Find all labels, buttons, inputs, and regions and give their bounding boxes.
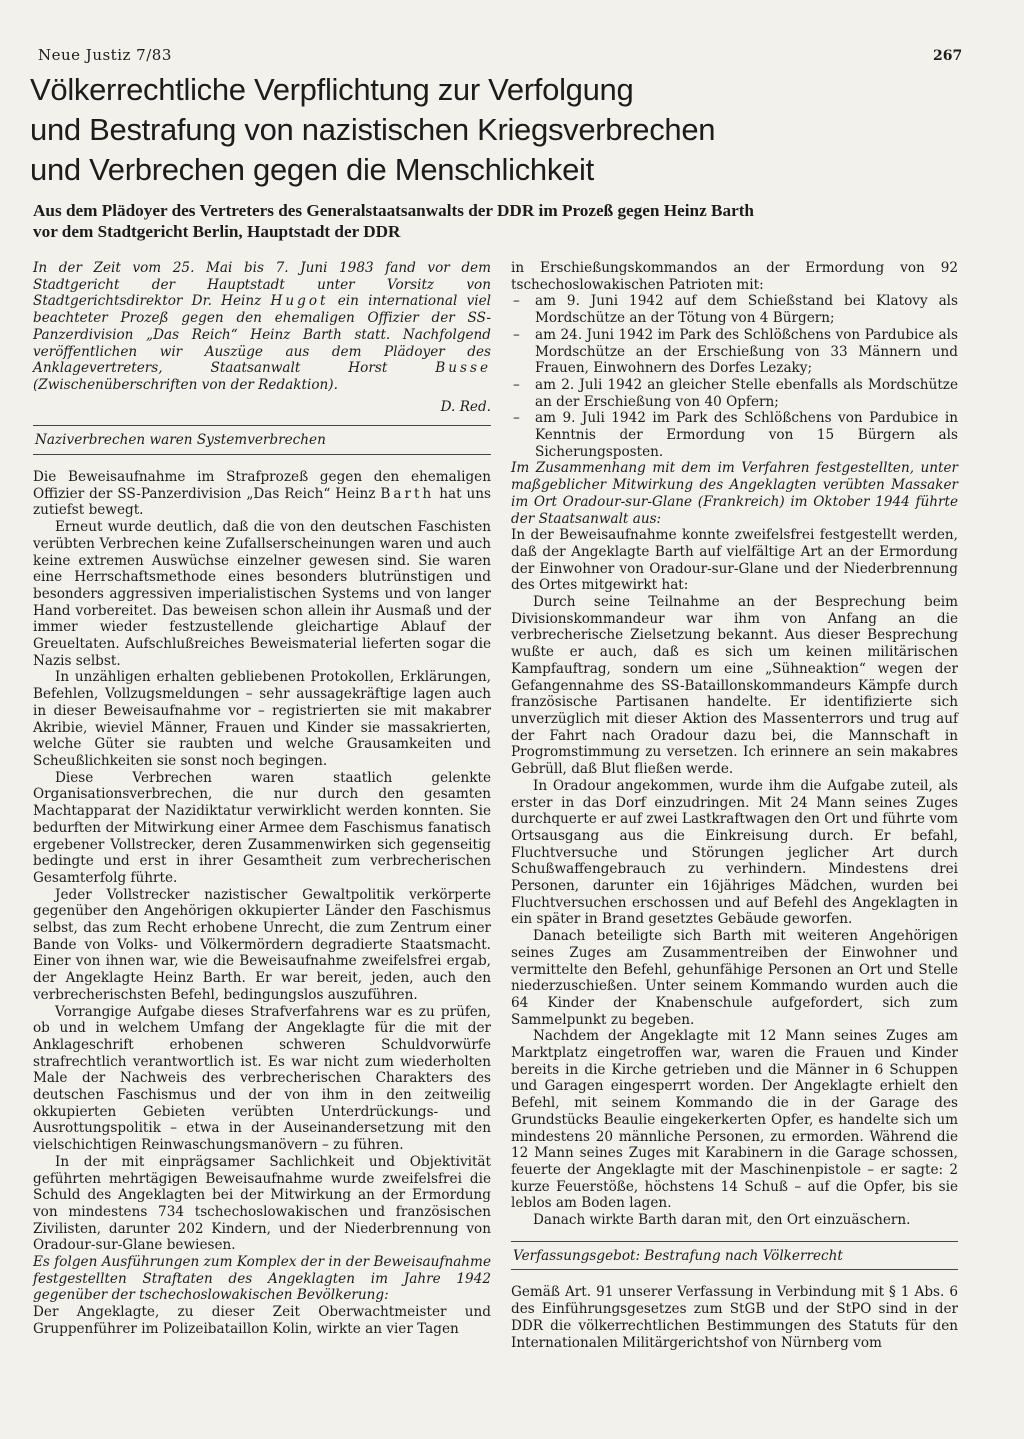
paragraph: Jeder Vollstrecker nazistischer Gewaltpolitik verkörperte gegenüber den Angehörigen okkupierter Länder den Faschismus selbst, das zum Recht erhobene Unrecht, die zum Zentrum einer Bande von Volks- und Völkermördern degradierte Staatsmacht. Einer von ihnen war, wie die Beweisaufnahme zweifelsfrei ergab, der Angeklagte Heinz Barth. Er war bereit, jeden, auch den verbrecherischsten Befehl, bedingungslos auszuführen. xyxy=(33,886,491,1003)
article-subtitle xyxy=(33,200,993,242)
paragraph: Gemäß Art. 91 unserer Verfassung in Verbindung mit § 1 Abs. 6 des Einführungsgesetzes zum StGB und der StPO sind in der DDR die völkerrechtlichen Bestimmungen des Statuts für den Internationalen Militärgerichtshof von Nürnberg vom xyxy=(511,1284,958,1351)
editorial-note: Es folgen Ausführungen zum Komplex der in der Beweisaufnahme festgestellten Straftaten des Angeklagten im Jahre 1942 gegenüber der tschechoslowakischen Bevölkerung: xyxy=(33,1254,491,1304)
defendant-name: Barth xyxy=(380,485,435,502)
intro-text-3: (Zwischenüberschriften von der Redaktion). xyxy=(33,376,338,393)
editorial-note: Im Zusammenhang mit dem im Verfahren festgestellten, unter maßgeblicher Mitwirkung des Angeklagten verübten Massaker im Ort Oradour-sur-Glane (Frankreich) im Oktober 1944 führte der Staatsanwalt aus: xyxy=(511,460,958,527)
paragraph: Diese Verbrechen waren staatlich gelenkte Organisationsverbrechen, die nur durch den gesamten Machtapparat der Nazidiktatur verwirklicht werden konnten. Sie bedurften der Mitwirkung einer Armee dem Faschismus fanatisch ergebener Vollstrecker, deren Zusammenwirken sich gegenseitig bedingte und erst in ihrer Gesamtheit zum verbrecherischen Gesamterfolg führte. xyxy=(33,769,491,886)
paragraph: Danach wirkte Barth daran mit, den Ort einzuäschern. xyxy=(533,1212,911,1229)
paragraph: in Erschießungskommandos an der Ermordung von 92 tschechoslowakischen Patrioten mit: xyxy=(511,260,958,293)
judge-name: Hugot xyxy=(270,293,329,310)
section-heading-systemverbrechen: Naziverbrechen waren Systemverbrechen xyxy=(33,425,491,455)
subtitle-line: Aus dem Plädoyer des Vertreters des Generalstaatsanwalts der DDR im Prozeß gegen Heinz Barth xyxy=(33,201,754,220)
list-item: – am 9. Juni 1942 auf dem Schießstand bei Klatovy als Mordschütze an der Tötung von 4 Bürgern; xyxy=(511,293,958,326)
paragraph: In der mit einprägsamer Sachlichkeit und Objektivität geführten mehrtägigen Beweisaufnahme wurde zweifelsfrei die Schuld des Angeklagten bei der Mitwirkung an der Ermordung von mindestens 734 tschechoslowakischen und französischen Zivilisten, darunter 202 Kindern, und der Niederbrennung von Oradour-sur-Glane bewiesen. xyxy=(33,1153,491,1254)
section-heading-verfassungsgebot: Verfassungsgebot: Bestrafung nach Völkerrecht xyxy=(511,1241,958,1271)
subtitle-line: vor dem Stadtgericht Berlin, Hauptstadt der DDR xyxy=(33,222,401,241)
paragraph: Erneut wurde deutlich, daß die von den deutschen Faschisten verübten Verbrechen keine Zufallserscheinungen waren und auch keine extremen Auswüchse einzelner gewesen sind. Sie waren eine Herrschaftsmethode eines besonders blutrünstigen und besonders aggressiven imperialistischen Systems und von langer Hand vorbereitet. Das beweisen schon allein ihr Ausmaß und der immer wieder festzustellende gleichartige Ablauf der Greueltaten. Aufschlußreiches Beweismaterial lieferten sogar die Nazis selbst. xyxy=(33,519,491,669)
paragraph: In Oradour angekommen, wurde ihm die Aufgabe zuteil, als erster in das Dorf einzudringen. Mit 24 Mann seines Zuges durchquerte er auf zwei Lastkraftwagen den Ort und führte vom Ortsausgang aus die Einkreisung durch. Er befahl, Fluchtversuche und Störungen jeglicher Art durch Schußwaffengebrauch zu verhindern. Mindestens drei Personen, darunter ein 16jähriges Mädchen, wurden bei Fluchtversuchen erschossen und auf Befehl des Angeklagten in ein später in Brand gesetztes Gebäude geworfen. xyxy=(511,777,958,928)
paragraph xyxy=(33,469,491,519)
prosecutor-name: Busse xyxy=(435,360,491,377)
editorial-intro xyxy=(33,260,491,394)
paragraph-text: Die Beweisaufnahme im Strafprozeß gegen den ehemaligen Offizier der SS-Panzerdivision „Das Reich“ Heinz xyxy=(33,469,491,502)
intro-text-2: ein international viel beachteter Prozeß gegen den ehemaligen Offizier der SS-Panzerdivision „Das Reich“ Heinz Barth statt. Nachfolgend veröffentlichen wir Auszüge aus dem Plädoyer des Anklagevertreters, Staatsanwalt Horst xyxy=(33,293,491,377)
list-item: – am 9. Juli 1942 im Park des Schlößchens von Pardubice in Kenntnis der Ermordung von 15 Bürgern als Sicherungsposten. xyxy=(511,410,958,460)
article-title xyxy=(30,70,990,190)
crime-list xyxy=(511,293,958,460)
journal-header: Neue Justiz 7/83 xyxy=(38,46,172,64)
list-item: – am 2. Juli 1942 an gleicher Stelle ebenfalls als Mordschütze an der Erschießung von 40 Opfern; xyxy=(511,377,958,410)
paragraph: Der Angeklagte, zu dieser Zeit Oberwachtmeister und Gruppenführer im Polizeibataillon Kolin, wirkte an vier Tagen xyxy=(33,1304,491,1337)
paragraph: Vorrangige Aufgabe dieses Strafverfahrens war es zu prüfen, ob und in welchem Umfang der Angeklagte für die mit der Anklageschrift erhobenen schweren Schuldvorwürfe strafrechtlich verantwortlich ist. Es war nicht zum wiederholten Male der Nachweis des verbrecherischen Charakters des deutschen Faschismus und der von ihm in den zeitweilig okkupierten Gebieten verübten Unterdrückungs- und Ausrottungspolitik – etwa in der Auseinandersetzung mit den vielschichtigen Reinwaschungsmanövern – zu führen. xyxy=(33,1003,491,1154)
left-column xyxy=(33,260,491,1338)
paragraph: Nachdem der Angeklagte mit 12 Mann seines Zuges am Marktplatz eingetroffen war, waren die Frauen und Kinder bereits in die Kirche getrieben und die Männer in 6 Schuppen und Garagen eingesperrt worden. Der Angeklagte erhielt den Befehl, mit seinem Kommando die in der Garage des Grundstücks Beaulie eingekerkerten Opfer, es handelte sich um mindestens 20 männliche Personen, zu ermorden. Während die 12 Mann seines Zuges mit Karabinern in die Garage schossen, feuerte der Angeklagte mit der Maschinenpistole – er sagte: 2 kurze Feuerstöße, höchstens 14 Schuß – auf die Opfer, bis sie leblos am Boden lagen. xyxy=(511,1028,958,1212)
title-line: und Verbrechen gegen die Menschlichkeit xyxy=(30,152,594,187)
editorial-signature: D. Red. xyxy=(440,398,491,415)
paragraph: Danach beteiligte sich Barth mit weiteren Angehörigen seines Zuges am Zusammentreiben der Einwohner und vermittelte den Befehl, gehunfähige Personen an Ort und Stelle niederzuschießen. Unter seinem Kommando wurden auch die 64 Kinder der Knabenschule aufgefordert, sich zum Sammelpunkt zu begeben. xyxy=(511,928,958,1028)
page-number: 267 xyxy=(933,48,963,64)
title-line: Völkerrechtliche Verpflichtung zur Verfolgung xyxy=(30,72,634,107)
title-line: und Bestrafung von nazistischen Kriegsverbrechen xyxy=(30,112,716,147)
list-item: – am 24. Juni 1942 im Park des Schlößchens von Pardubice als Mordschütze an der Erschießung von 33 Männern und Frauen, Einwohnern des Dorfes Lezaky; xyxy=(511,327,958,377)
intro-text-1: In der Zeit vom 25. Mai bis 7. Juni 1983 fand vor dem Stadtgericht der Hauptstadt unter Vorsitz von Stadtgerichtsdirektor Dr. Heinz xyxy=(33,260,491,310)
paragraph: Durch seine Teilnahme an der Besprechung beim Divisionskommandeur war ihm von Anfang an die verbrecherische Zielsetzung bekannt. Aus dieser Besprechung wußte er auch, daß es sich um keinen militärischen Kampfauftrag, sondern um eine „Sühneaktion“ wegen der Gefangennahme des SS-Bataillonskommandeurs Kämpfe durch französische Partisanen handelte. Er identifizierte sich unverzüglich mit dieser Aktion des Massenterrors und trug auf der Fahrt nach Oradour dazu bei, die Mannschaft in Progromstimmung zu versetzen. Ich erinnere an sein makabres Gebrüll, daß Blut fließen werde. xyxy=(511,594,958,778)
right-column xyxy=(511,260,958,1351)
paragraph: In unzähligen erhalten gebliebenen Protokollen, Erklärungen, Befehlen, Vollzugsmeldungen – sehr aussagekräftige lagen auch in dieser Beweisaufnahme vor – registrierten sie mit makabrer Akribie, wieviel Männer, Frauen und Kinder sie massakrierten, welche Güter sie raubten und welche Grausamkeiten und Scheußlichkeiten sie sonst noch begingen. xyxy=(33,669,491,769)
paragraph-text: hat uns zutiefst bewegt. xyxy=(33,485,491,519)
paragraph: In der Beweisaufnahme konnte zweifelsfrei festgestellt werden, daß der Angeklagte Barth auf vielfältige Art an der Ermordung der Einwohner von Oradour-sur-Glane und der Niederbrennung des Ortes mitgewirkt hat: xyxy=(511,527,958,594)
